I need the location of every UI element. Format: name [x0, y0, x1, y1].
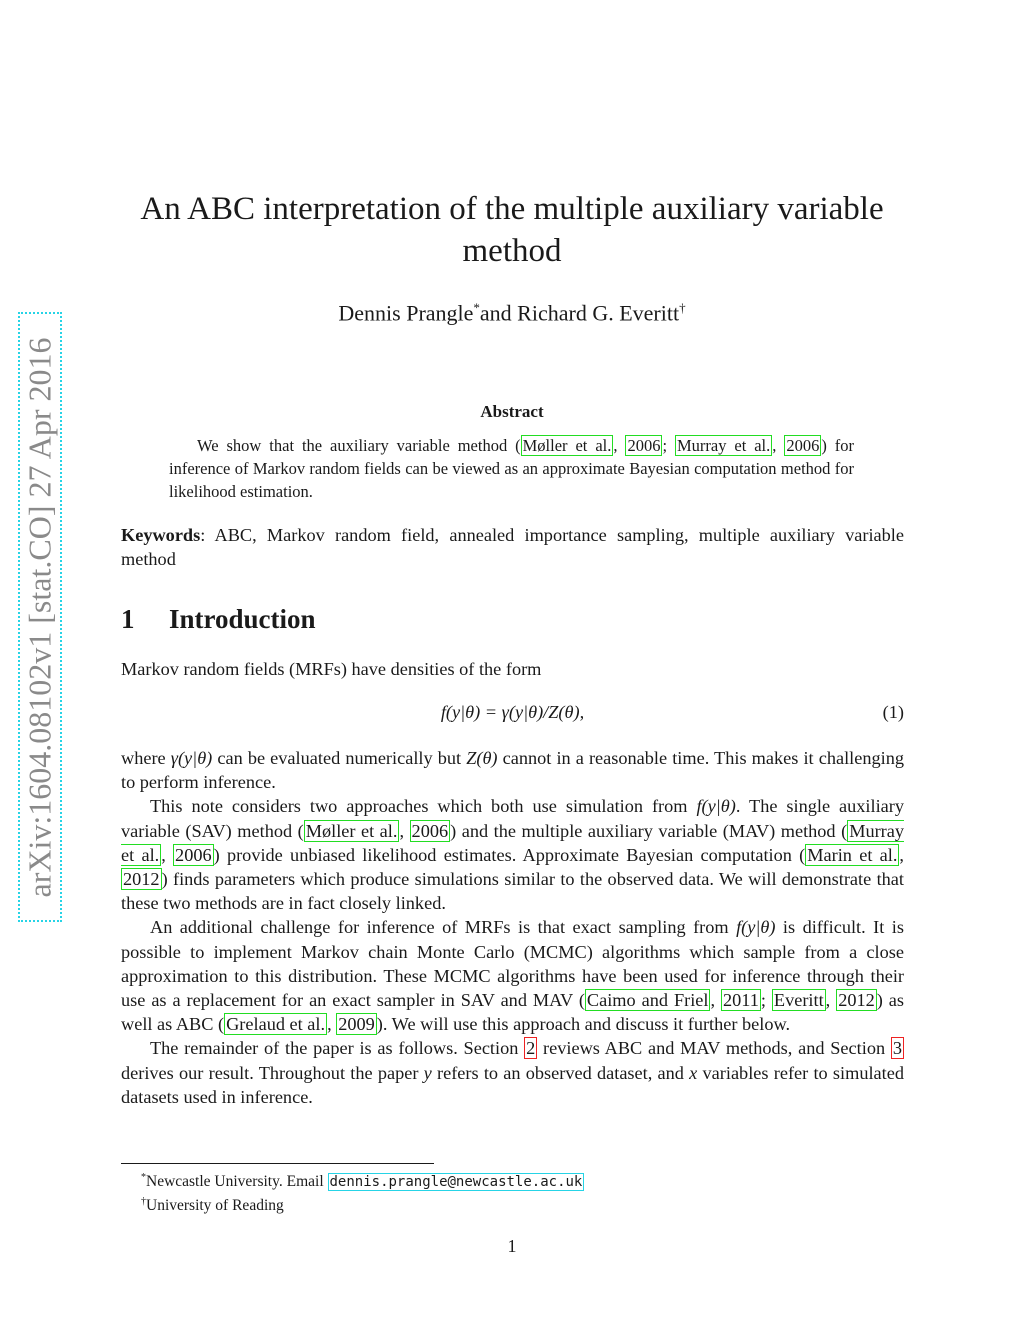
- author-1: Dennis Prangle: [338, 300, 474, 326]
- text-run: ). We will use this approach and discuss it further below.: [376, 1014, 791, 1035]
- text-run: ) and the multiple auxiliary variable (MAV) method (: [450, 820, 848, 841]
- citation-link[interactable]: 2006: [786, 436, 820, 455]
- text-run: cannot in a reasonable time. This makes it challenging to perform inference.: [121, 748, 904, 793]
- equation-1: [121, 702, 904, 728]
- author-2: and Richard G. Everitt: [479, 300, 680, 326]
- footnote-1: [141, 1168, 901, 1192]
- math-inline: f(y|θ): [696, 796, 736, 817]
- abstract-text-run: ) for inference of Markov random fields can be viewed as an approximate Bayesian computation method for likelihood estimation.: [169, 436, 855, 501]
- text-run: ) as well as ABC (: [121, 990, 905, 1035]
- footnote-text: Newcastle University. Email: [146, 1173, 328, 1191]
- text-run: reviews ABC and MAV methods, and Section: [537, 1038, 891, 1059]
- footnotes: [141, 1168, 901, 1216]
- citation-link[interactable]: Everitt: [773, 990, 824, 1011]
- citation-link[interactable]: 2012: [123, 869, 160, 890]
- math-inline: Z(θ): [466, 748, 498, 768]
- citation-link[interactable]: Murray et al.: [121, 820, 905, 865]
- paragraph: [121, 1036, 904, 1109]
- section-number: 1: [121, 604, 135, 634]
- citation-link[interactable]: Møller et al.: [522, 436, 612, 455]
- citation-link[interactable]: 2006: [411, 820, 449, 841]
- text-run: derives our result. Throughout the paper: [121, 1062, 424, 1083]
- section-heading: [121, 604, 904, 635]
- text-run: where: [121, 748, 171, 768]
- abstract-text-run: ;: [662, 436, 675, 455]
- section-ref-link[interactable]: 3: [892, 1038, 902, 1059]
- footnote-mark: *: [141, 1172, 146, 1183]
- citation-link[interactable]: Marin et al.: [807, 844, 898, 865]
- equation-formula: f(y|θ) = γ(y|θ)/Z(θ),: [440, 702, 585, 722]
- citation-link[interactable]: 2006: [627, 436, 661, 455]
- text-run: variables refer to simulated datasets used in inference.: [121, 1062, 904, 1107]
- arxiv-stamp-text: arXiv:1604.08102v1 [stat.CO] 27 Apr 2016: [21, 337, 58, 897]
- keywords-line: [121, 523, 904, 571]
- text-run: ) finds parameters which produce simulations similar to the observed data. We will demonstrate that these two methods are in fact closely linked.: [121, 869, 904, 914]
- keywords-label: Keywords: [121, 525, 201, 545]
- text-run: ;: [760, 990, 772, 1011]
- footnote-2: [141, 1192, 901, 1216]
- text-run: The remainder of the paper is as follows. Section: [150, 1038, 525, 1059]
- citation-link[interactable]: Caimo and Friel: [586, 990, 709, 1011]
- text-run: can be evaluated numerically but: [212, 748, 467, 768]
- abstract-text-run: ,: [772, 436, 785, 455]
- author-2-footnote-mark[interactable]: †: [679, 300, 686, 315]
- text-run: ,: [327, 1014, 337, 1035]
- citation-link[interactable]: Grelaud et al.: [226, 1014, 326, 1035]
- footnote-mark: †: [141, 1196, 146, 1208]
- math-inline: f(y|θ): [736, 917, 776, 938]
- text-run: ) provide unbiased likelihood estimates. Approximate Bayesian computation (: [213, 844, 806, 865]
- intro-paragraph: Markov random fields (MRFs) have densities of the form: [121, 659, 542, 679]
- equation-number: (1): [882, 702, 904, 722]
- citation-link[interactable]: 2009: [338, 1014, 375, 1035]
- author-1-footnote-mark[interactable]: *: [473, 300, 480, 315]
- citation-link[interactable]: 2012: [838, 990, 875, 1011]
- text-run: ,: [899, 844, 904, 865]
- text-run: is difficult. It is possible to implement Markov chain Monte Carlo (MCMC) algorithms which sample from a close approximation to this distribution. These MCMC algorithms have been used for inference through their use as a replacement for an exact sampler in SAV and MAV (: [121, 917, 904, 1011]
- math-inline: y: [423, 1062, 432, 1083]
- text-run: ,: [825, 990, 837, 1011]
- footnote-text: University of Reading: [146, 1197, 284, 1215]
- math-inline: γ(y|θ): [170, 748, 213, 768]
- abstract-text-run: ,: [613, 436, 626, 455]
- footnote-rule: [121, 1163, 434, 1164]
- abstract-text-run: We show that the auxiliary variable method (: [197, 436, 521, 455]
- text-run: refers to an observed dataset, and: [431, 1062, 690, 1083]
- section-title: Introduction: [169, 604, 316, 634]
- citation-link[interactable]: Møller et al.: [305, 820, 398, 841]
- intro-body: [121, 746, 904, 1109]
- paragraph: [121, 915, 904, 1036]
- text-run: This note considers two approaches which both use simulation from: [150, 796, 697, 817]
- email-link[interactable]: dennis.prangle@newcastle.ac.uk: [329, 1174, 583, 1191]
- page-number: 1: [507, 1236, 517, 1256]
- arxiv-stamp-link[interactable]: [18, 312, 62, 922]
- text-run: ,: [161, 844, 174, 865]
- keywords-text: : ABC, Markov random field, annealed importance sampling, multiple auxiliary variable method: [121, 525, 904, 570]
- text-run: ,: [399, 820, 410, 841]
- author-line: [110, 300, 914, 326]
- math-inline: x: [689, 1062, 698, 1083]
- paper-title: An ABC interpretation of the multiple auxiliary variable method: [140, 191, 884, 269]
- text-run: An additional challenge for inference of MRFs is that exact sampling from: [150, 917, 737, 938]
- text-run: ,: [710, 990, 721, 1011]
- citation-link[interactable]: Murray et al.: [676, 436, 771, 455]
- abstract-heading: Abstract: [480, 402, 544, 421]
- paragraph: [121, 794, 904, 915]
- section-ref-link[interactable]: 2: [526, 1038, 536, 1059]
- citation-link[interactable]: 2011: [723, 990, 759, 1011]
- abstract-text: [169, 434, 854, 503]
- text-run: . The single auxiliary variable (SAV) method (: [121, 796, 905, 841]
- paragraph: [121, 746, 904, 794]
- citation-link[interactable]: 2006: [175, 844, 212, 865]
